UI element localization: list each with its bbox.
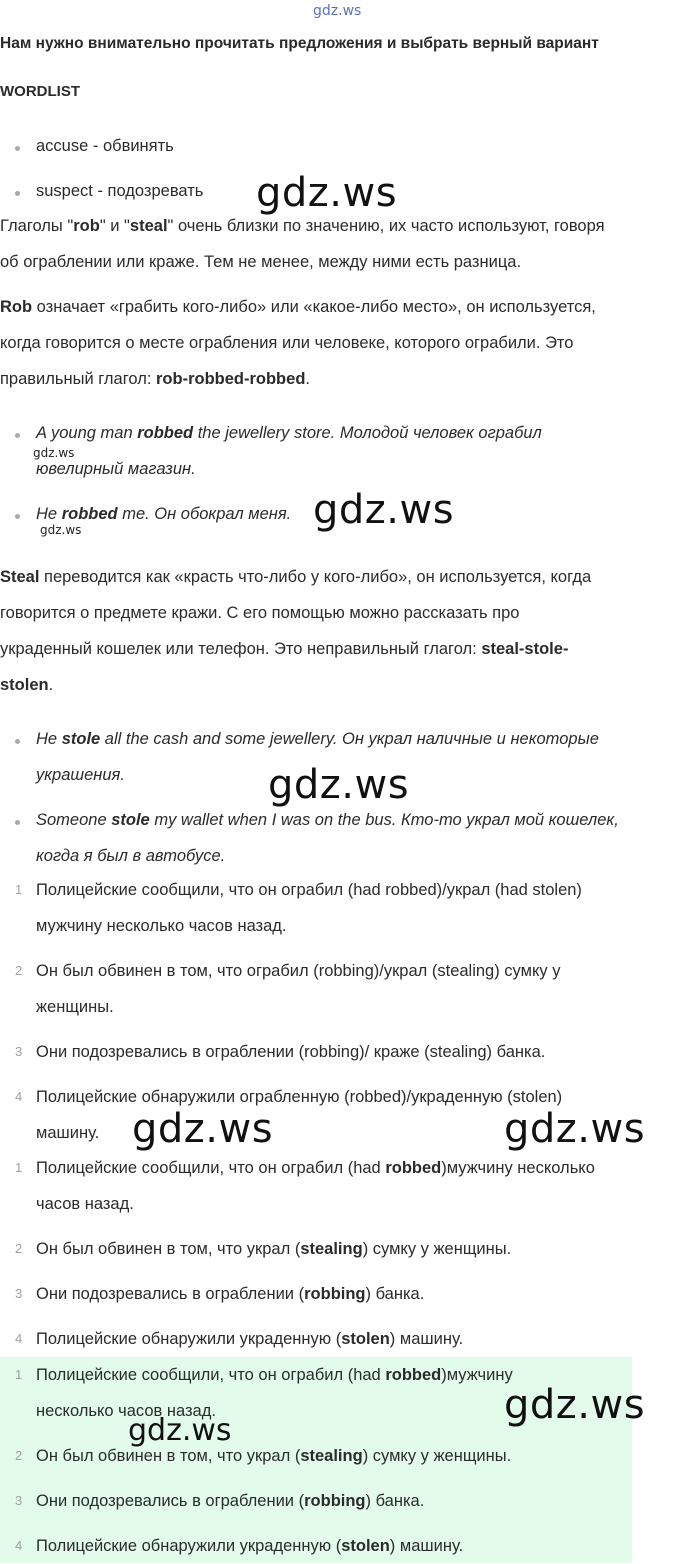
paragraph-line: об ограблении или краже. Тем не менее, между ними есть разница. [0, 253, 522, 271]
wordlist-title: WORDLIST [0, 83, 80, 100]
paragraph-line: говорится о предмете кражи. С его помощью можно рассказать про [0, 604, 520, 622]
bullet [15, 146, 20, 151]
example-steal-cont: украшения. [36, 766, 125, 784]
task-item: Они подозревались в ограблении (robbing)/ краже (stealing) банка. [36, 1043, 546, 1061]
highlight-answer-item: Они подозревались в ограблении (robbing) банка. [36, 1492, 425, 1510]
watermark: gdz.ws [128, 1413, 232, 1448]
watermark: gdz.ws [256, 170, 398, 216]
list-number: 4 [15, 1538, 23, 1553]
task-item: Он был обвинен в том, что ограбил (robbing)/украл (stealing) сумку у [36, 962, 561, 980]
intro-text: Нам нужно внимательно прочитать предложения и выбрать верный вариант [0, 35, 599, 52]
paragraph-line: правильный глагол: rob-robbed-robbed. [0, 370, 310, 388]
bullet [15, 191, 20, 196]
bullet [15, 514, 20, 519]
example-rob: A young man robbed the jewellery store. Молодой человек ограбил [36, 424, 542, 442]
paragraph-line: stolen. [0, 676, 54, 694]
highlight-answer-item: Полицейские обнаружили украденную (stolen) машину. [36, 1537, 464, 1555]
list-number: 1 [15, 1367, 23, 1382]
list-number: 3 [15, 1286, 23, 1301]
highlight-answer-item: Полицейские сообщили, что он ограбил (had robbed)мужчину [36, 1366, 513, 1384]
example-steal: He stole all the cash and some jewellery. Он украл наличные и некоторые [36, 730, 599, 748]
example-steal-cont: когда я был в автобусе. [36, 847, 226, 865]
paragraph-line: Steal переводится как «красть что-либо у кого-либо», он используется, когда [0, 568, 592, 586]
list-number: 4 [15, 1089, 23, 1104]
list-number: 3 [15, 1044, 23, 1059]
task-item-cont: мужчину несколько часов назад. [36, 917, 287, 935]
task-item-cont: машину. [36, 1124, 100, 1142]
paragraph-line: Rob означает «грабить кого-либо» или «какое-либо место», он используется, [0, 298, 596, 316]
watermark-small: gdz.ws [33, 446, 75, 460]
watermark: gdz.ws [268, 762, 410, 808]
watermark: gdz.ws [504, 1382, 646, 1428]
paragraph-line: украденный кошелек или телефон. Это неправильный глагол: steal-stole- [0, 640, 569, 658]
example-rob: He robbed me. Он обокрал меня. [36, 505, 292, 523]
watermark-small: gdz.ws [40, 523, 82, 537]
list-number: 2 [15, 1241, 23, 1256]
answer-item-cont: часов назад. [36, 1195, 134, 1213]
task-item: Полицейские сообщили, что он ограбил (had robbed)/украл (had stolen) [36, 881, 582, 899]
watermark: gdz.ws [313, 487, 455, 533]
task-item-cont: женщины. [36, 998, 114, 1016]
list-number: 2 [15, 1448, 23, 1463]
answer-item: Полицейские сообщили, что он ограбил (had robbed)мужчину несколько [36, 1159, 595, 1177]
highlight-answer-item-cont: несколько часов назад. [36, 1402, 216, 1420]
wordlist-item: accuse - обвинять [36, 137, 174, 155]
task-item: Полицейские обнаружили ограбленную (robbed)/украденную (stolen) [36, 1088, 563, 1106]
highlight-answer-item: Он был обвинен в том, что украл (stealing) сумку у женщины. [36, 1447, 512, 1465]
watermark: gdz.ws [132, 1106, 274, 1152]
list-number: 3 [15, 1493, 23, 1508]
list-number: 1 [15, 1160, 23, 1175]
paragraph-line: Глаголы "rob" и "steal" очень близки по значению, их часто используют, говоря [0, 217, 605, 235]
example-steal: Someone stole my wallet when I was on the bus. Кто-то украл мой кошелек, [36, 811, 619, 829]
paragraph-line: когда говорится о месте ограбления или человеке, которого ограбили. Это [0, 334, 574, 352]
list-number: 4 [15, 1331, 23, 1346]
list-number: 2 [15, 963, 23, 978]
watermark: gdz.ws [504, 1106, 646, 1152]
bullet [15, 739, 20, 744]
wordlist-item: suspect - подозревать [36, 182, 204, 200]
list-number: 1 [15, 882, 23, 897]
watermark-top: gdz.ws [313, 3, 362, 19]
example-rob-cont: ювелирный магазин. [36, 460, 196, 478]
bullet [15, 433, 20, 438]
answer-item: Он был обвинен в том, что украл (stealing) сумку у женщины. [36, 1240, 512, 1258]
answer-item: Они подозревались в ограблении (robbing) банка. [36, 1285, 425, 1303]
answer-item: Полицейские обнаружили украденную (stolen) машину. [36, 1330, 464, 1348]
bullet [15, 820, 20, 825]
